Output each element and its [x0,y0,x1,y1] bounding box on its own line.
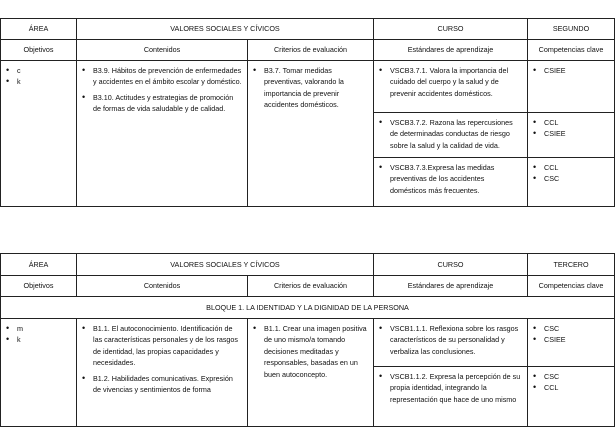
competencias-cell [528,113,615,158]
list-item: • B3.9. Hábitos de prevención de enfermedades y accidentes en el ámbito escolar y doméstico. [82,65,242,88]
list-item: • B1.1. Crear una imagen positiva de uno mismo/a tomando decisiones meditadas y responsables, basadas en un buen autoconcepto. [253,323,368,380]
estandares-header: Estándares de aprendizaje [374,40,528,61]
objetivos-cell [1,61,77,207]
criterios-cell [248,61,374,207]
list-item: • CSIEE [533,65,609,76]
list-item: • CSC [533,371,609,382]
year-header: SEGUNDO [528,19,615,40]
table-row [1,319,615,367]
estandar-cell [374,367,528,427]
competencias-cell [528,367,615,427]
subheader-row [1,276,615,297]
area-header: ÁREA [1,19,77,40]
list-item: • c [6,65,71,76]
contenidos-cell [77,319,248,427]
subject-header: VALORES SOCIALES Y CÍVICOS [77,19,374,40]
list-item: • VSCB3.7.3.Expresa las medidas preventivas de los accidentes domésticos más frecuentes. [379,162,522,196]
estandar-cell [374,61,528,113]
header-row [1,254,615,276]
competencias-header: Competencias clave [528,276,615,297]
list-item: • CSIEE [533,334,609,345]
header-row [1,19,615,40]
subject-header: VALORES SOCIALES Y CÍVICOS [77,254,374,276]
contenidos-header: Contenidos [77,40,248,61]
area-header: ÁREA [1,254,77,276]
curso-header: CURSO [374,254,528,276]
objetivos-cell [1,319,77,427]
list-item: • B3.7. Tomar medidas preventivas, valorando la importancia de prevenir accidentes domésticos. [253,65,368,111]
list-item: • VSCB1.1.1. Reflexiona sobre los rasgos característicos de su personalidad y verbaliza las conclusiones. [379,323,522,357]
curso-header: CURSO [374,19,528,40]
curriculum-table-tercero [0,253,615,427]
list-item: • B3.10. Actitudes y estrategias de promoción de formas de vida saludable y de calidad. [82,92,242,115]
criterios-cell [248,319,374,427]
list-item: • VSCB1.1.2. Expresa la percepción de su propia identidad, integrando la representación que hace de uno mismo [379,371,522,405]
list-item: • CCL [533,117,609,128]
list-item: • VSCB3.7.1. Valora la importancia del cuidado del cuerpo y la salud y de prevenir accidentes domésticos. [379,65,522,99]
estandar-cell [374,158,528,207]
list-item: • k [6,76,71,87]
bloque-title: BLOQUE 1. LA IDENTIDAD Y LA DIGNIDAD DE LA PERSONA [1,297,615,319]
list-item: • B1.2. Habilidades comunicativas. Expresión de vivencias y sentimientos de forma [82,373,242,396]
list-item: • CSC [533,173,609,184]
curriculum-table-segundo [0,18,615,207]
list-item: • CSC [533,323,609,334]
year-header: TERCERO [528,254,615,276]
list-item: • k [6,334,71,345]
estandar-cell [374,319,528,367]
list-item: • CSIEE [533,128,609,139]
list-item: • VSCB3.7.2. Razona las repercusiones de determinadas conductas de riesgo sobre la salud y la calidad de vida. [379,117,522,151]
contenidos-cell [77,61,248,207]
objetivos-header: Objetivos [1,276,77,297]
competencias-cell [528,61,615,113]
subheader-row [1,40,615,61]
table-row [1,61,615,113]
competencias-cell [528,319,615,367]
competencias-cell [528,158,615,207]
estandares-header: Estándares de aprendizaje [374,276,528,297]
estandar-cell [374,113,528,158]
contenidos-header: Contenidos [77,276,248,297]
bloque-row [1,297,615,319]
criterios-header: Criterios de evaluación [248,40,374,61]
list-item: • m [6,323,71,334]
objetivos-header: Objetivos [1,40,77,61]
list-item: • CCL [533,162,609,173]
competencias-header: Competencias clave [528,40,615,61]
criterios-header: Criterios de evaluación [248,276,374,297]
list-item: • CCL [533,382,609,393]
list-item: • B1.1. El autoconocimiento. Identificación de las características personales y de los rasgos de identidad, las propias capacidades y necesidades. [82,323,242,369]
